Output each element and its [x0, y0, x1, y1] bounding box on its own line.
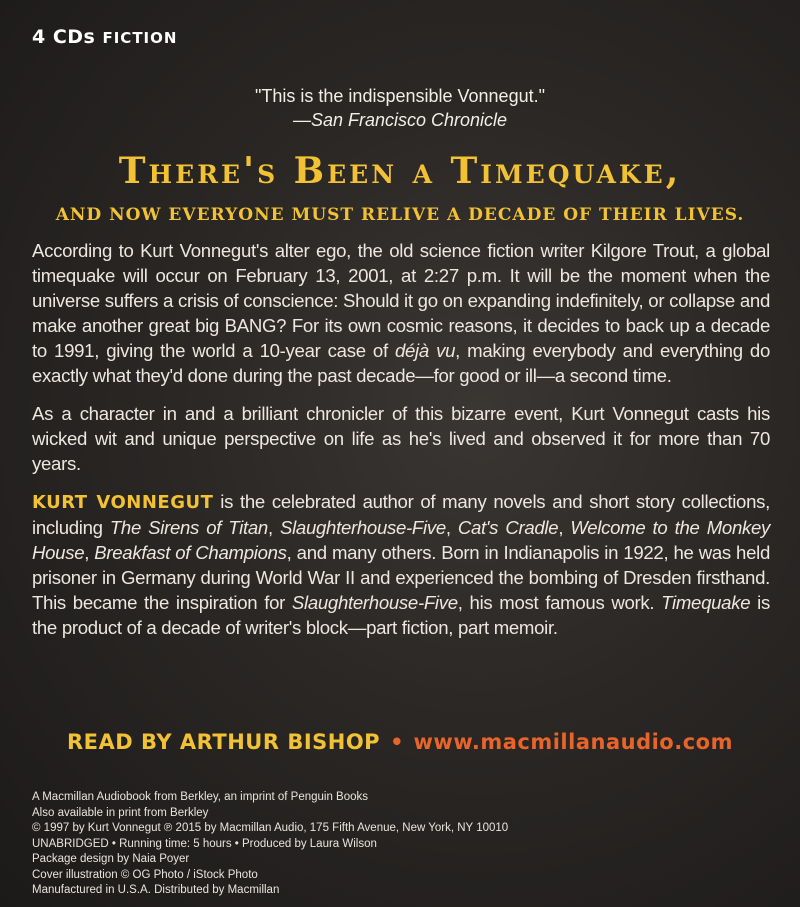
- book-title: Breakfast of Champions: [94, 542, 287, 563]
- genre-label: FICTION: [102, 29, 178, 47]
- author-bio-paragraph: [32, 489, 770, 640]
- book-title: The Sirens of Titan: [109, 517, 268, 538]
- credit-line: Also available in print from Berkley: [32, 806, 209, 819]
- bio-text: , his most famous work.: [457, 592, 662, 613]
- bio-text: ,: [558, 517, 571, 538]
- character-paragraph: As a character in and a brilliant chronicler of this bizarre event, Kurt Vonnegut casts his wicked wit and unique perspective on life as he's lived and observed it for more than 70 years.: [32, 403, 770, 474]
- synopsis-italic: déjà vu: [394, 340, 456, 361]
- credit-line: Cover illustration © OG Photo / iStock Photo: [32, 868, 258, 881]
- bio-text: ,: [445, 517, 458, 538]
- narrator-credit: READ BY ARTHUR BISHOP: [67, 730, 381, 754]
- bio-text: is the celebrated author of many novels and short story collections, including: [32, 491, 770, 538]
- credit-line: Manufactured in U.S.A. Distributed by Macmillan: [32, 884, 280, 896]
- credit-line: A Macmillan Audiobook from Berkley, an imprint of Penguin Books: [32, 791, 369, 803]
- book-title: Welcome to the Monkey House: [32, 517, 771, 563]
- headline: There's Been a Timequake,: [118, 150, 682, 192]
- author-name: KURT VONNEGUT: [32, 492, 214, 513]
- credit-line: Package design by Naia Poyer: [32, 853, 190, 865]
- review-quote: [0, 84, 800, 132]
- cd-count: 4 CDs: [32, 26, 96, 48]
- publisher-url[interactable]: www.macmillanaudio.com: [413, 730, 733, 754]
- synopsis-text-2: , making everybody and everything do exactly what they'd done during the past decade—for good or ill—a second time.: [32, 340, 770, 386]
- format-label: [32, 26, 177, 48]
- quote-text: "This is the indispensible Vonnegut.": [255, 86, 545, 106]
- synopsis-text-1: According to Kurt Vonnegut's alter ego, the old science fiction writer Kilgore Trout, a global timequake will occur on February 13, 2001, at 2:27 p.m. It will be the moment when the universe suffers a crisis of conscience: Should it go on expanding indefinitely, or collapse and make another great big BANG? For its own cosmic reasons, it decides to back up a decade to 1991, giving the world a 10-year case of: [32, 240, 770, 361]
- narrator-line: [0, 730, 800, 754]
- credit-line: UNABRIDGED • Running time: 5 hours • Produced by Laura Wilson: [32, 837, 377, 850]
- quote-source: —San Francisco Chronicle: [292, 110, 508, 130]
- credit-line: © 1997 by Kurt Vonnegut ℗ 2015 by Macmillan Audio, 175 Fifth Avenue, New York, NY 10010: [32, 822, 509, 834]
- bio-text: is the product of a decade of writer's block—part fiction, part memoir.: [32, 592, 770, 638]
- credits-block: [32, 790, 508, 899]
- book-title: Slaughterhouse-Five: [291, 592, 458, 613]
- subheadline: AND NOW EVERYONE MUST RELIVE A DECADE OF THEIR LIVES.: [55, 205, 745, 225]
- bio-text: , and many others. Born in Indianapolis in 1922, he was held prisoner in Germany during World War II and experienced the bombing of Dresden firsthand. This became the inspiration for: [32, 542, 770, 613]
- book-title: Cat's Cradle: [457, 517, 559, 538]
- bio-text: ,: [84, 542, 95, 563]
- bio-text: ,: [267, 517, 280, 538]
- description: [32, 238, 770, 653]
- book-title: Timequake: [661, 592, 751, 613]
- bullet-separator: •: [390, 730, 404, 754]
- book-title: Slaughterhouse-Five: [279, 517, 446, 538]
- synopsis-paragraph: [32, 238, 770, 388]
